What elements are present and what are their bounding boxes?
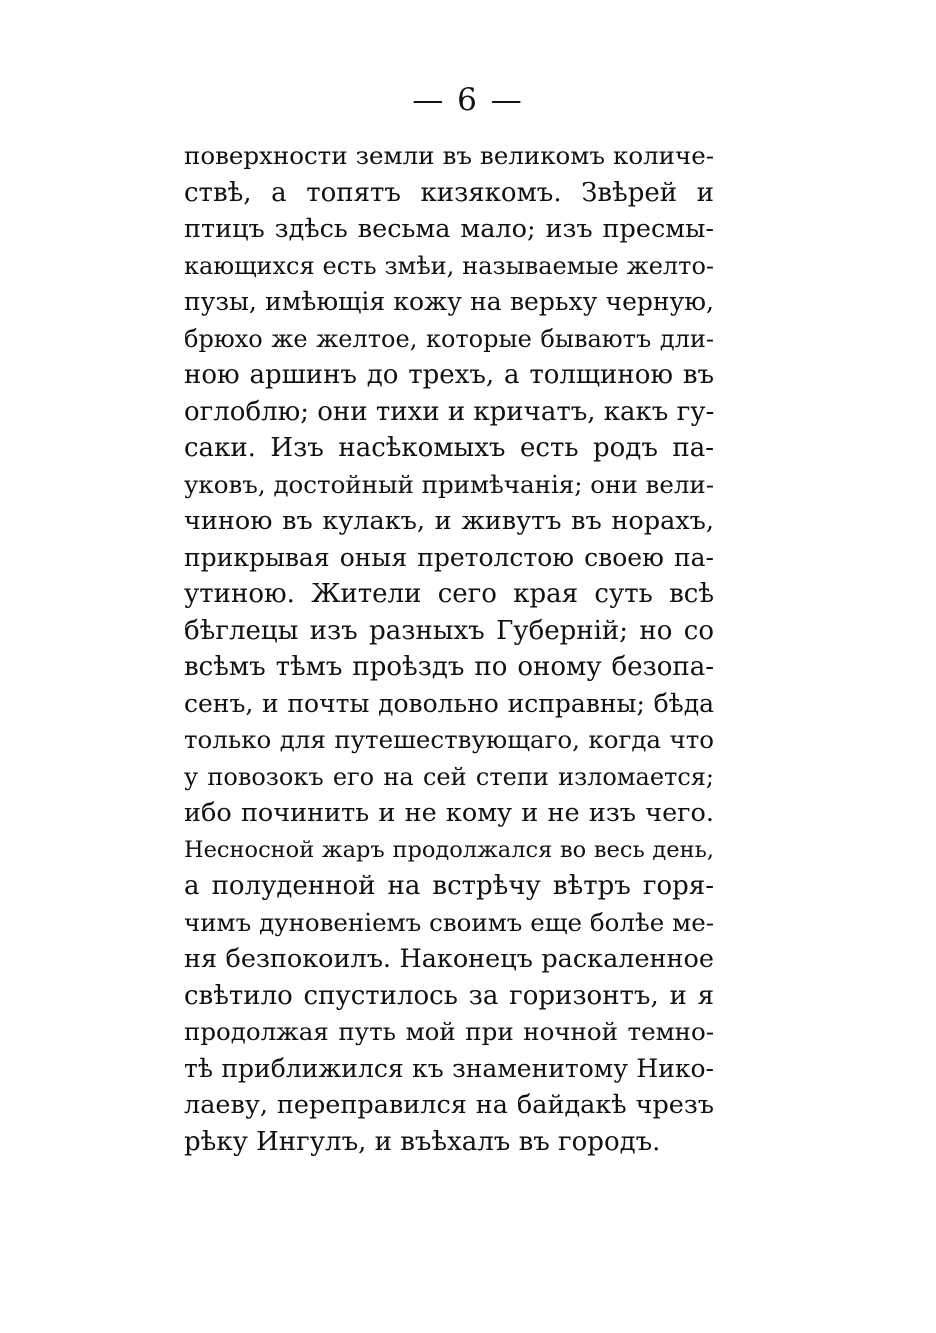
text-line: уковъ, достойный примѣчанія; они вели- bbox=[184, 469, 714, 499]
page-number-header: — 6 — bbox=[412, 82, 524, 118]
text-line: чиною въ кулакъ, и живутъ въ норахъ, bbox=[184, 506, 714, 536]
text-line: всѣмъ тѣмъ проѣздъ по оному безопа- bbox=[184, 652, 714, 682]
text-line: кающихся есть змѣи, называемые желто- bbox=[184, 251, 714, 280]
text-line: оглоблю; они тихи и кричатъ, какъ гу- bbox=[184, 396, 715, 427]
text-line: утиною. Жители сего края суть всѣ bbox=[184, 579, 714, 609]
text-line: ною аршинъ до трехъ, а толщиною въ bbox=[184, 360, 714, 390]
text-line: бѣглецы изъ разныхъ Губерній; но со bbox=[184, 615, 714, 646]
text-line: ня безпокоилъ. Наконецъ раскаленное bbox=[184, 944, 714, 974]
text-line: птицъ здѣсь весьма мало; изъ пресмы- bbox=[184, 214, 714, 244]
text-line: тѣ приближился къ знаменитому Нико- bbox=[184, 1053, 714, 1083]
text-line: ствѣ, а топятъ кизякомъ. Звѣрей и bbox=[184, 177, 714, 208]
text-line: только для путешествующаго, когда что bbox=[184, 725, 714, 754]
text-line: сенъ, и почты довольно исправны; бѣда bbox=[184, 688, 714, 718]
text-line: Несносной жаръ продолжался во весь день, bbox=[184, 836, 714, 863]
text-line: прикрывая оныя претолстою своею па- bbox=[184, 542, 714, 572]
text-line: поверхности земли въ великомъ количе- bbox=[184, 141, 714, 170]
text-line: чимъ дуновеніемъ своимъ еще болѣе ме- bbox=[184, 907, 714, 937]
text-line: пузы, имѣющія кожу на верьху черную, bbox=[184, 287, 714, 316]
text-line: лаеву, переправился на байдакѣ чрезъ bbox=[184, 1090, 714, 1120]
text-line: а полуденной на встрѣчу вѣтръ горя- bbox=[184, 871, 714, 901]
body-text bbox=[184, 138, 714, 1160]
text-line: брюхо же желтое, которые бываютъ дли- bbox=[184, 324, 714, 353]
text-line: свѣтило спустилось за горизонтъ, и я bbox=[184, 980, 714, 1011]
text-line: саки. Изъ насѣкомыхъ есть родъ па- bbox=[184, 433, 714, 463]
text-line: продолжая путь мой при ночной темно- bbox=[184, 1017, 714, 1046]
text-line: ибо починить и не кому и не изъ чего. bbox=[184, 798, 714, 828]
text-line: рѣку Ингулъ, и въѣхалъ въ городъ. bbox=[184, 1126, 661, 1157]
text-line: у повозокъ его на сей степи изломается; bbox=[184, 762, 714, 791]
